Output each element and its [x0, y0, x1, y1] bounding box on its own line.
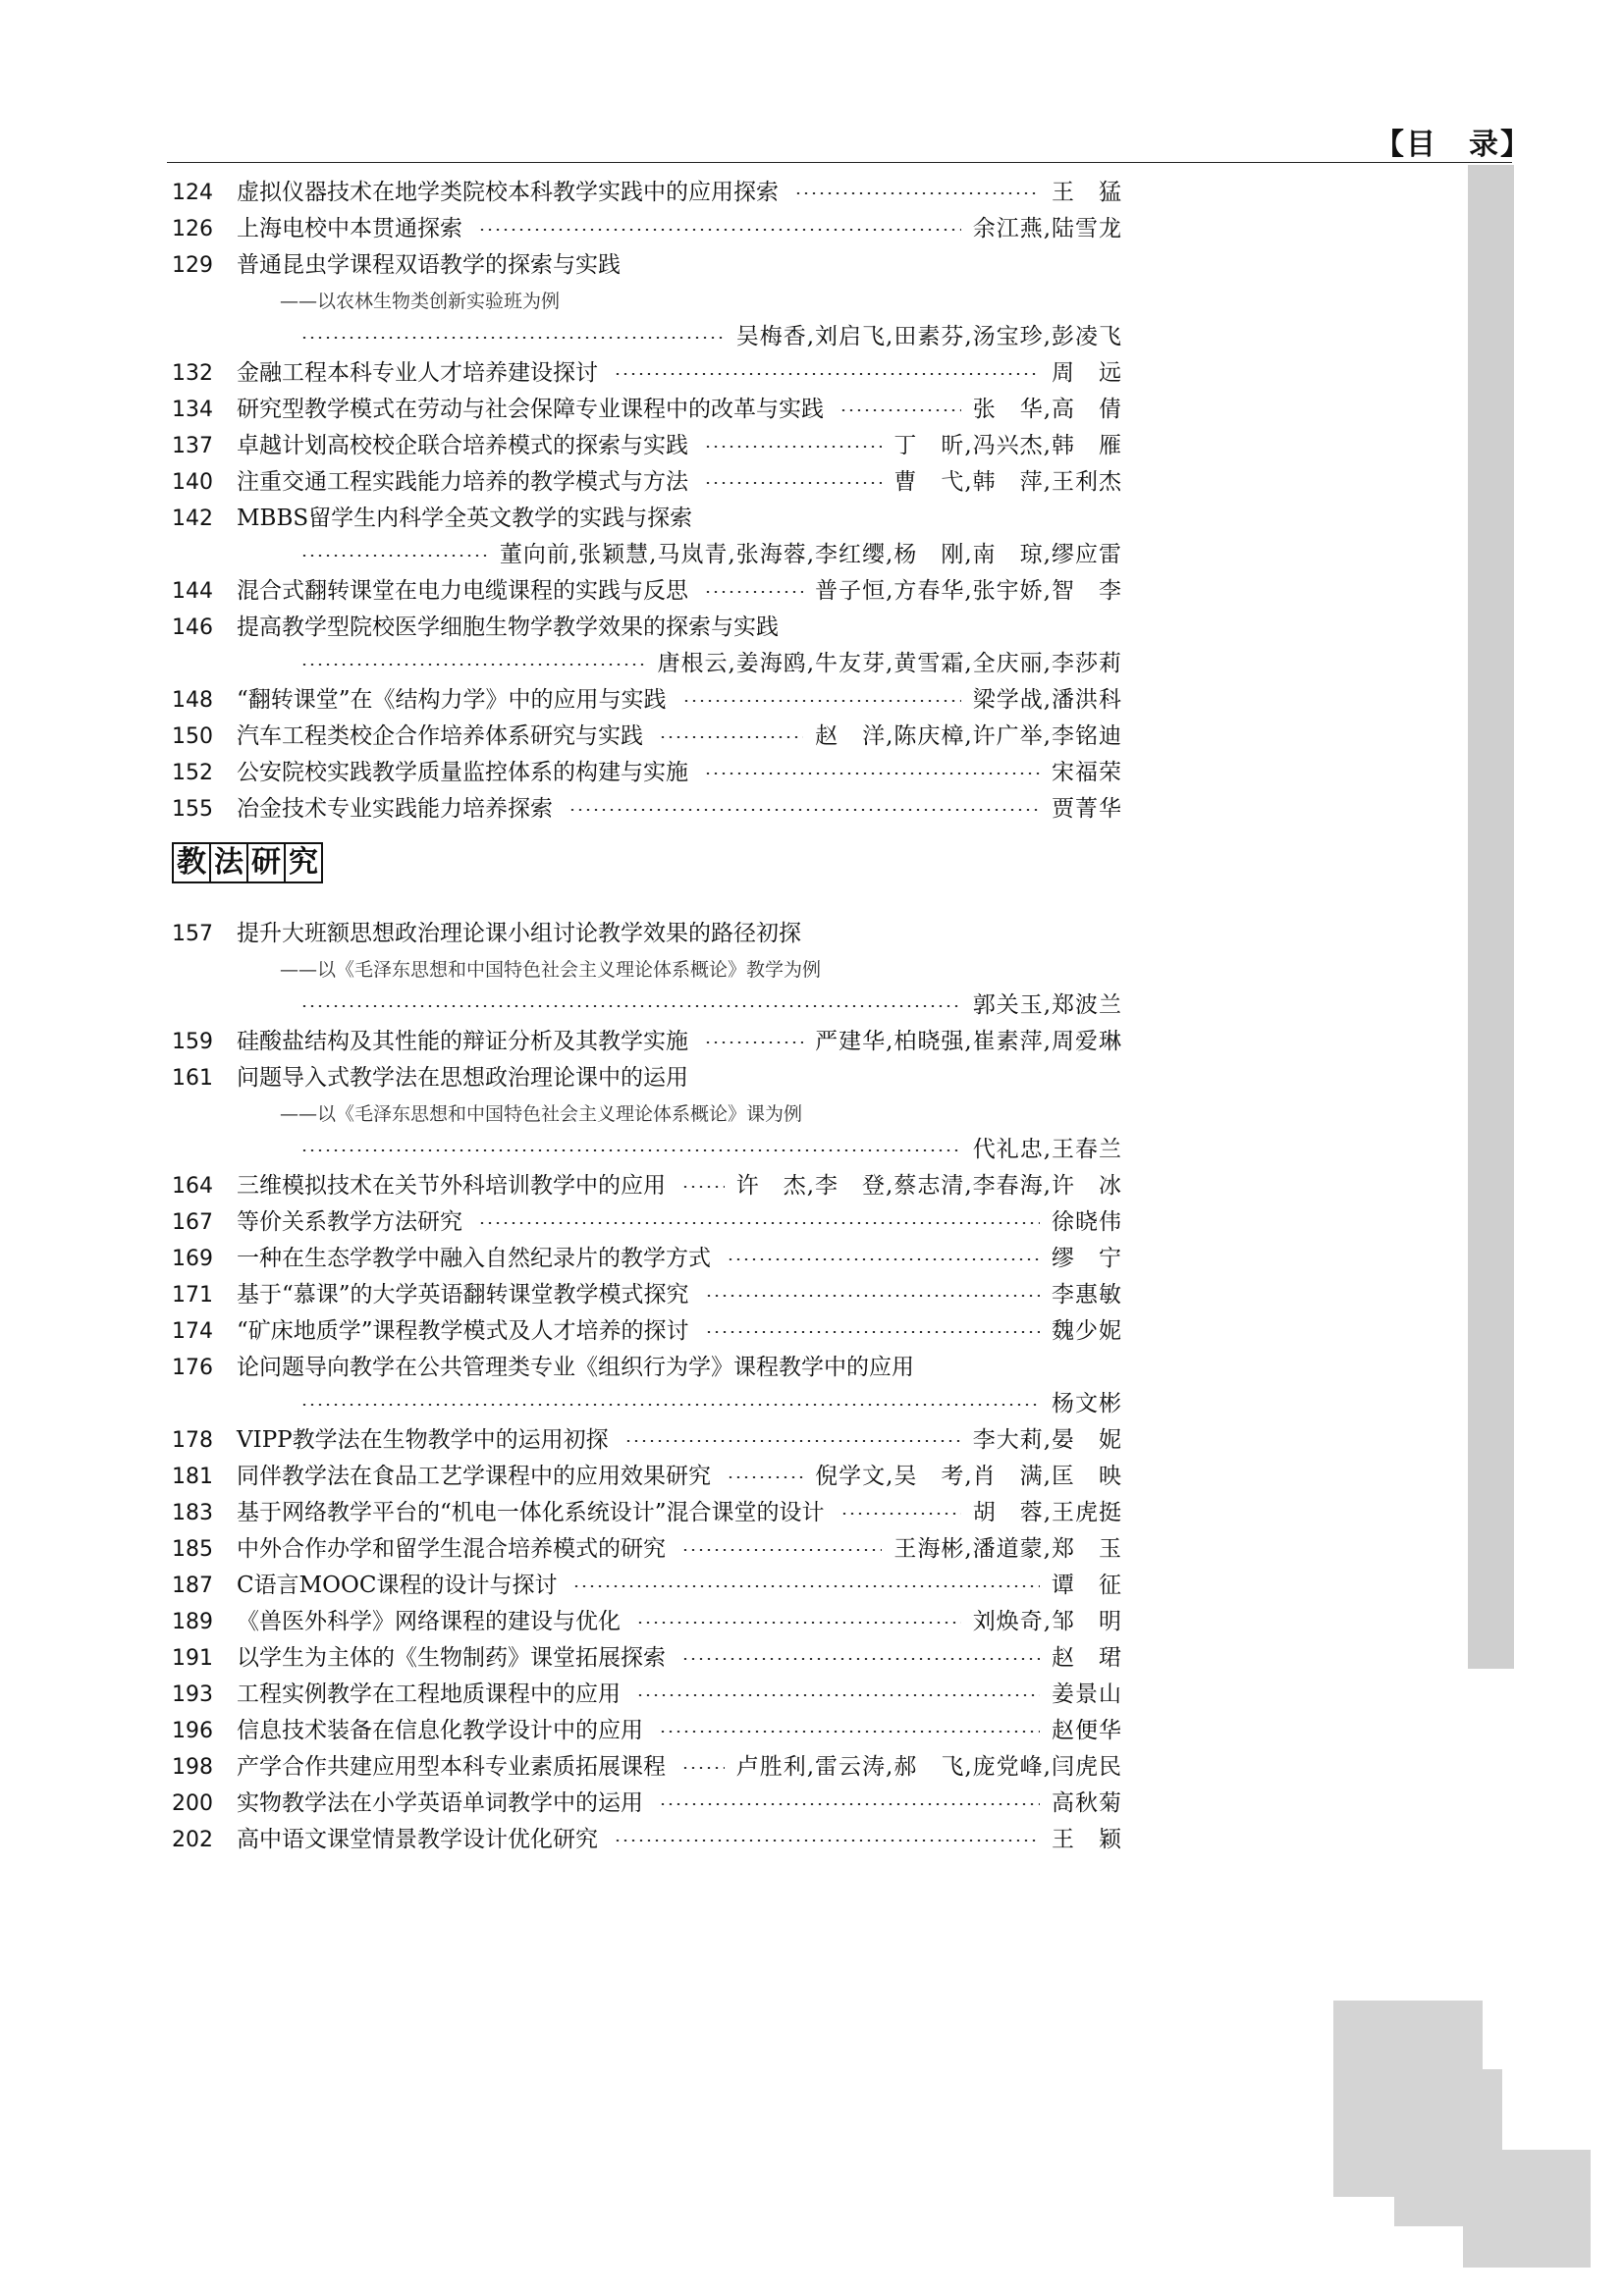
toc-line — [172, 791, 1122, 828]
toc-line — [172, 755, 1122, 791]
entry-title: 《兽医外科学》网络课程的建设与优化 — [237, 1609, 621, 1634]
entry-authors: 曹 弋,韩 萍,王利杰 — [893, 469, 1122, 495]
toc-line — [172, 1568, 1122, 1604]
entry-authors: 倪学文,吴 考,肖 满,匡 映 — [815, 1464, 1122, 1489]
toc-line — [172, 1024, 1122, 1060]
toc-line — [172, 1713, 1122, 1749]
page-number: 150 — [172, 724, 213, 749]
entry-authors: 高秋菊 — [1052, 1790, 1122, 1816]
dot-leader — [614, 1840, 1040, 1842]
toc-line — [172, 1060, 1122, 1096]
toc-entry — [172, 1313, 1122, 1350]
entry-authors: 余江燕,陆雪龙 — [972, 216, 1122, 241]
entry-authors: 李惠敏 — [1052, 1282, 1122, 1308]
toc-entry — [172, 1277, 1122, 1313]
dot-leader — [840, 1513, 961, 1515]
toc-line — [172, 464, 1122, 501]
entry-title: 提高教学型院校医学细胞生物学教学效果的探索与实践 — [237, 614, 779, 640]
entry-title: 实物教学法在小学英语单词教学中的运用 — [237, 1790, 643, 1816]
toc-line — [172, 1277, 1122, 1313]
toc-entry — [172, 755, 1122, 791]
toc-entry — [172, 573, 1122, 610]
toc-line — [172, 1168, 1122, 1204]
entry-title: 信息技术装备在信息化教学设计中的应用 — [237, 1718, 643, 1743]
entry-authors: 周 远 — [1052, 360, 1122, 386]
page-number: 161 — [172, 1066, 213, 1091]
toc-entry — [172, 1024, 1122, 1060]
entry-title: C语言MOOC课程的设计与探讨 — [237, 1573, 558, 1598]
dot-leader — [727, 1258, 1040, 1260]
page-number: 198 — [172, 1755, 213, 1780]
dot-leader — [636, 1622, 961, 1624]
toc-line — [172, 1313, 1122, 1350]
toc-line — [172, 1459, 1122, 1495]
dot-leader — [636, 1694, 1040, 1696]
entry-title: 公安院校实践教学质量监控体系的构建与实施 — [237, 760, 688, 785]
toc-line-continued — [172, 537, 1122, 573]
toc-entry — [172, 501, 1122, 573]
entry-authors: 普子恒,方春华,张宇娇,智 李 — [815, 578, 1122, 604]
toc-entry — [172, 1640, 1122, 1677]
entry-title: 提升大班额思想政治理论课小组讨论教学效果的路径初探 — [237, 921, 801, 946]
dot-leader — [300, 337, 725, 339]
section-title-char: 究 — [284, 842, 323, 883]
page-number: 142 — [172, 507, 213, 531]
page-number: 129 — [172, 253, 213, 278]
toc-line — [172, 501, 1122, 537]
toc-line — [172, 175, 1122, 211]
toc-line-continued — [172, 319, 1122, 355]
entry-title: 普通昆虫学课程双语教学的探索与实践 — [237, 252, 621, 278]
entry-authors: 谭 征 — [1052, 1573, 1122, 1598]
page-number: 191 — [172, 1646, 213, 1671]
side-decor-bar — [1468, 165, 1514, 1669]
page-number: 134 — [172, 398, 213, 422]
toc-entry — [172, 1495, 1122, 1531]
toc-line-continued — [172, 988, 1122, 1024]
toc-entry — [172, 1822, 1122, 1858]
toc-line — [172, 1786, 1122, 1822]
dot-leader — [300, 555, 488, 557]
toc-line — [172, 719, 1122, 755]
page-number: 155 — [172, 797, 213, 822]
dot-leader — [300, 664, 645, 666]
entry-authors: 宋福荣 — [1052, 760, 1122, 785]
toc-line — [172, 428, 1122, 464]
table-of-contents — [172, 175, 1122, 1858]
entry-title: 卓越计划高校校企联合培养模式的探索与实践 — [237, 433, 688, 458]
toc-line-continued — [172, 1386, 1122, 1422]
page-number: 140 — [172, 470, 213, 495]
toc-line — [172, 211, 1122, 247]
toc-entry — [172, 610, 1122, 682]
entry-title: 上海电校中本贯通探索 — [237, 216, 462, 241]
toc-entry — [172, 719, 1122, 755]
entry-authors: 许 杰,李 登,蔡志清,李春海,许 冰 — [735, 1173, 1122, 1199]
entry-authors: 董向前,张颖慧,马岚青,张海蓉,李红缨,杨 刚,南 琼,缪应雷 — [499, 542, 1122, 567]
entry-authors: 李大莉,晏 妮 — [972, 1427, 1122, 1453]
toc-line — [172, 392, 1122, 428]
toc-line — [172, 1204, 1122, 1241]
page-number: 178 — [172, 1428, 213, 1453]
toc-entry — [172, 1422, 1122, 1459]
toc-entry — [172, 392, 1122, 428]
dot-leader — [839, 409, 961, 411]
toc-entry — [172, 428, 1122, 464]
entry-title: 产学合作共建应用型本科专业素质拓展课程 — [237, 1754, 666, 1780]
entry-authors: 唐根云,姜海鸥,牛友芽,黄雪霜,全庆丽,李莎莉 — [657, 651, 1122, 676]
toc-entry — [172, 1060, 1122, 1168]
entry-authors: 刘焕奇,邹 明 — [972, 1609, 1122, 1634]
toc-entry — [172, 1786, 1122, 1822]
dot-leader — [568, 809, 1040, 811]
section-title-char: 教 — [172, 842, 211, 883]
toc-line — [172, 682, 1122, 719]
toc-entry — [172, 916, 1122, 1024]
entry-authors: 吴梅香,刘启飞,田素芬,汤宝珍,彭凌飞 — [735, 324, 1122, 349]
toc-entry — [172, 1459, 1122, 1495]
entry-authors: 胡 蓉,王虎挺 — [972, 1500, 1122, 1525]
entry-title: “矿床地质学”课程教学模式及人才培养的探讨 — [237, 1318, 689, 1344]
dot-leader — [794, 192, 1040, 194]
entry-title: 中外合作办学和留学生混合培养模式的研究 — [237, 1536, 666, 1562]
entry-title: 三维模拟技术在关节外科培训教学中的应用 — [237, 1173, 666, 1199]
dot-leader — [624, 1440, 961, 1442]
page-number: 126 — [172, 217, 213, 241]
toc-line — [172, 1604, 1122, 1640]
entry-title: 注重交通工程实践能力培养的教学模式与方法 — [237, 469, 688, 495]
toc-group-b — [172, 916, 1122, 1858]
page-number: 200 — [172, 1791, 213, 1816]
toc-line-continued — [172, 646, 1122, 682]
entry-authors: 赵便华 — [1052, 1718, 1122, 1743]
dot-leader — [659, 1731, 1040, 1733]
dot-leader — [659, 1803, 1040, 1805]
page-number: 202 — [172, 1828, 213, 1852]
toc-entry — [172, 355, 1122, 392]
page-number: 174 — [172, 1319, 213, 1344]
dot-leader — [659, 736, 803, 738]
entry-subtitle: ——以《毛泽东思想和中国特色社会主义理论体系概论》教学为例 — [280, 959, 822, 981]
dot-leader — [704, 482, 882, 484]
entry-authors: 严建华,柏晓强,崔素萍,周爱琳 — [815, 1029, 1122, 1054]
page-number: 167 — [172, 1210, 213, 1235]
entry-title: 同伴教学法在食品工艺学课程中的应用效果研究 — [237, 1464, 711, 1489]
entry-authors: 丁 昕,冯兴杰,韩 雁 — [893, 433, 1122, 458]
toc-entry — [172, 791, 1122, 828]
toc-line — [172, 916, 1122, 952]
entry-title: 工程实例教学在工程地质课程中的应用 — [237, 1682, 621, 1707]
toc-entry — [172, 464, 1122, 501]
dot-leader — [572, 1585, 1040, 1587]
entry-authors: 魏少妮 — [1052, 1318, 1122, 1344]
dot-leader — [300, 1149, 961, 1151]
dot-leader — [300, 1404, 1040, 1406]
toc-entry — [172, 211, 1122, 247]
entry-title: 一种在生态学教学中融入自然纪录片的教学方式 — [237, 1246, 711, 1271]
dot-leader — [704, 773, 1040, 774]
entry-authors: 卢胜利,雷云涛,郝 飞,庞党峰,闫虎民 — [735, 1754, 1122, 1780]
entry-title: 论问题导向教学在公共管理类专业《组织行为学》课程教学中的应用 — [237, 1355, 914, 1380]
decor-block — [1463, 2150, 1591, 2268]
toc-line — [172, 1241, 1122, 1277]
toc-line — [172, 1531, 1122, 1568]
entry-title: 汽车工程类校企合作培养体系研究与实践 — [237, 723, 643, 749]
entry-title: 硅酸盐结构及其性能的辩证分析及其教学实施 — [237, 1029, 688, 1054]
toc-entry — [172, 1604, 1122, 1640]
page-number: 137 — [172, 434, 213, 458]
toc-entry — [172, 1168, 1122, 1204]
dot-leader — [681, 1658, 1040, 1660]
dot-leader — [614, 373, 1040, 375]
dot-leader — [704, 446, 882, 448]
toc-group-a — [172, 175, 1122, 828]
dot-leader — [681, 1549, 882, 1551]
dot-leader — [681, 1767, 725, 1769]
page-number: 144 — [172, 579, 213, 604]
toc-line — [172, 1350, 1122, 1386]
page-number: 171 — [172, 1283, 213, 1308]
entry-authors: 张 华,高 倩 — [972, 397, 1122, 422]
entry-title: 基于“慕课”的大学英语翻转课堂教学模式探究 — [237, 1282, 689, 1308]
page-number: 193 — [172, 1682, 213, 1707]
toc-line — [172, 1822, 1122, 1858]
page-number: 187 — [172, 1574, 213, 1598]
entry-authors: 梁学战,潘洪科 — [972, 687, 1122, 713]
page-number: 159 — [172, 1030, 213, 1054]
toc-line — [172, 1749, 1122, 1786]
entry-authors: 赵 珺 — [1052, 1645, 1122, 1671]
entry-title: 高中语文课堂情景教学设计优化研究 — [237, 1827, 598, 1852]
toc-entry — [172, 175, 1122, 211]
entry-title: 金融工程本科专业人才培养建设探讨 — [237, 360, 598, 386]
entry-subtitle: ——以农林生物类创新实验班为例 — [280, 291, 561, 312]
dot-leader — [705, 1295, 1040, 1297]
toc-entry — [172, 1568, 1122, 1604]
toc-line — [172, 1422, 1122, 1459]
entry-title: 冶金技术专业实践能力培养探索 — [237, 796, 553, 822]
section-title-char: 研 — [246, 842, 286, 883]
entry-title: 研究型教学模式在劳动与社会保障专业课程中的改革与实践 — [237, 397, 824, 422]
page-number: 181 — [172, 1465, 213, 1489]
page-number: 183 — [172, 1501, 213, 1525]
section-title-char: 法 — [209, 842, 248, 883]
page-number: 146 — [172, 615, 213, 640]
entry-authors: 姜景山 — [1052, 1682, 1122, 1707]
dot-leader — [300, 1005, 961, 1007]
entry-title: 等价关系教学方法研究 — [237, 1209, 462, 1235]
entry-authors: 杨文彬 — [1052, 1391, 1122, 1416]
toc-line — [172, 573, 1122, 610]
toc-entry — [172, 1713, 1122, 1749]
toc-line — [172, 1677, 1122, 1713]
entry-title: “翻转课堂”在《结构力学》中的应用与实践 — [237, 687, 667, 713]
entry-title: 虚拟仪器技术在地学类院校本科教学实践中的应用探索 — [237, 180, 779, 205]
dot-leader — [705, 1331, 1040, 1333]
page-number: 189 — [172, 1610, 213, 1634]
section-header-tag: 【目 录】 — [1375, 128, 1532, 162]
toc-line-continued — [172, 1132, 1122, 1168]
dot-leader — [727, 1476, 803, 1478]
page-number: 157 — [172, 922, 213, 946]
page-number: 176 — [172, 1356, 213, 1380]
dot-leader — [704, 591, 803, 593]
page-number: 124 — [172, 181, 213, 205]
page-number: 164 — [172, 1174, 213, 1199]
entry-authors: 赵 洋,陈庆樟,许广举,李铭迪 — [815, 723, 1122, 749]
toc-entry — [172, 1749, 1122, 1786]
page-number: 148 — [172, 688, 213, 713]
entry-authors: 郭关玉,郑波兰 — [972, 992, 1122, 1018]
toc-entry — [172, 1531, 1122, 1568]
toc-entry — [172, 1350, 1122, 1422]
entry-title: 基于网络教学平台的“机电一体化系统设计”混合课堂的设计 — [237, 1500, 825, 1525]
toc-entry — [172, 1677, 1122, 1713]
entry-authors: 贾菁华 — [1052, 796, 1122, 822]
page-number: 169 — [172, 1247, 213, 1271]
entry-authors: 王 颖 — [1052, 1827, 1122, 1852]
page-number: 152 — [172, 761, 213, 785]
entry-authors: 徐晓伟 — [1052, 1209, 1122, 1235]
dot-leader — [682, 700, 961, 702]
page-number: 185 — [172, 1537, 213, 1562]
entry-title: 混合式翻转课堂在电力电缆课程的实践与反思 — [237, 578, 688, 604]
entry-subtitle: ——以《毛泽东思想和中国特色社会主义理论体系概论》课为例 — [280, 1103, 803, 1125]
toc-line — [172, 1495, 1122, 1531]
entry-title: MBBS留学生内科学全英文教学的实践与探索 — [237, 506, 693, 531]
page-number: 132 — [172, 361, 213, 386]
dot-leader — [681, 1186, 725, 1188]
dot-leader — [478, 1222, 1040, 1224]
toc-line — [172, 355, 1122, 392]
page-number: 196 — [172, 1719, 213, 1743]
dot-leader — [478, 229, 961, 231]
toc-entry — [172, 1204, 1122, 1241]
entry-authors: 王海彬,潘道蒙,郑 玉 — [893, 1536, 1122, 1562]
toc-line — [172, 1640, 1122, 1677]
header-rule — [167, 162, 1512, 163]
toc-entry — [172, 682, 1122, 719]
toc-line — [172, 610, 1122, 646]
toc-entry — [172, 1241, 1122, 1277]
section-title — [172, 842, 321, 883]
entry-authors: 王 猛 — [1052, 180, 1122, 205]
entry-title: 问题导入式教学法在思想政治理论课中的运用 — [237, 1065, 688, 1091]
toc-line — [172, 247, 1122, 284]
dot-leader — [704, 1041, 803, 1043]
entry-title: 以学生为主体的《生物制药》课堂拓展探索 — [237, 1645, 666, 1671]
entry-authors: 代礼忠,王春兰 — [972, 1137, 1122, 1162]
entry-authors: 缪 宁 — [1052, 1246, 1122, 1271]
entry-title: VIPP教学法在生物教学中的运用初探 — [237, 1427, 609, 1453]
toc-entry — [172, 247, 1122, 355]
section-heading — [172, 835, 1122, 890]
